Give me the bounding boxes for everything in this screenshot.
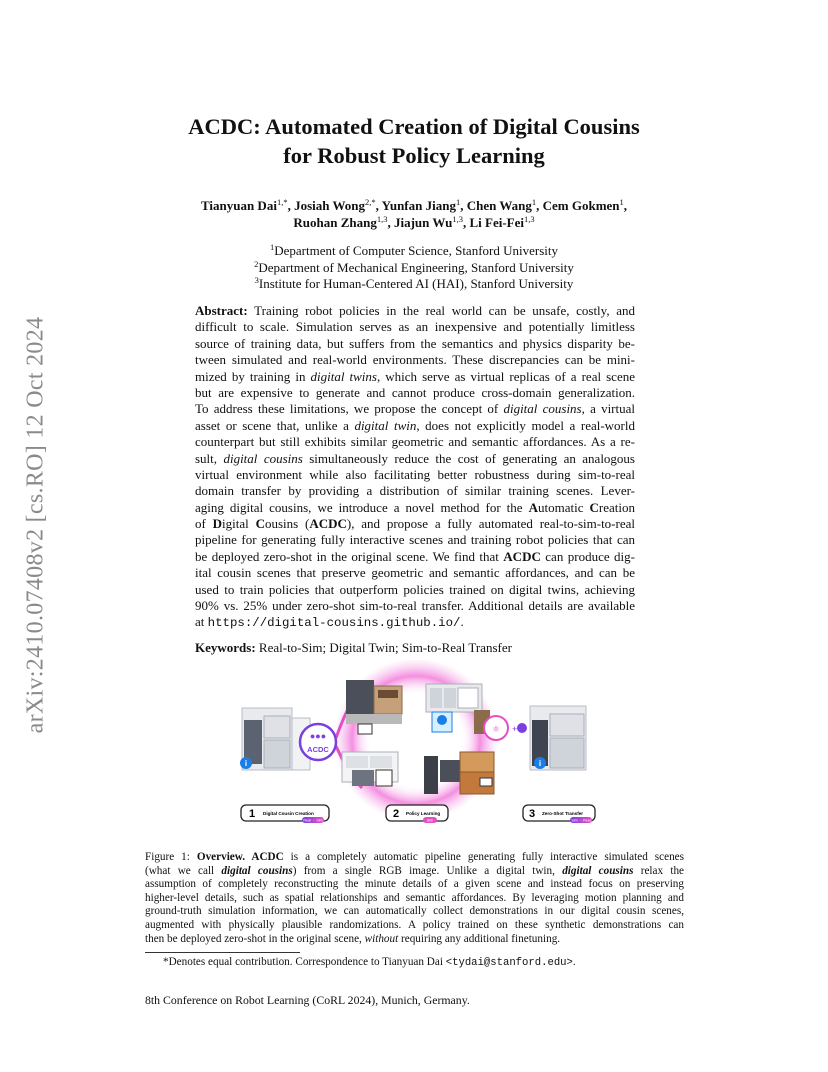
affiliation-sup: 3 bbox=[254, 275, 259, 285]
step-label: Zero-Shot Transfer bbox=[542, 811, 584, 816]
author-sup: 1,3 bbox=[524, 214, 535, 224]
keywords-text: Real-to-Sim; Digital Twin; Sim-to-Real Transfer bbox=[258, 640, 512, 655]
abstract-label: Abstract: bbox=[195, 303, 248, 318]
project-url-link[interactable]: https://digital-cousins.github.io/ bbox=[207, 616, 461, 631]
keywords bbox=[195, 640, 635, 656]
acdc-badge-label: ACDC bbox=[307, 745, 329, 754]
overview-illustration bbox=[234, 660, 596, 825]
paper-title bbox=[0, 112, 828, 170]
step-number: 1 bbox=[249, 808, 256, 820]
author-list: Tianyuan Dai$^{1,*}$, Josiah Wong$^{2,*}$, Yunfan Jiang$^1$, Chen Wang$^1$, Cem Gokmen$^1$, Ruohan Zhang$^{1,3}$, Jiajun Wu$^{1,3}$, Li Fei-Fei$^{1,3}$ bbox=[200, 197, 628, 230]
keywords-label: Keywords: bbox=[195, 640, 256, 655]
affiliation-text: Department of Mechanical Engineering, Stanford University bbox=[258, 259, 574, 275]
svg-text:●●●: ●●● bbox=[309, 731, 327, 741]
author-name: Ruohan Zhang bbox=[293, 215, 377, 230]
author-sup: 1,3 bbox=[452, 214, 463, 224]
step-pill-3 bbox=[523, 805, 595, 823]
acdc-badge bbox=[300, 724, 336, 760]
affiliations bbox=[150, 243, 678, 293]
footnote bbox=[163, 956, 576, 969]
step-tag: Real → Sim bbox=[303, 818, 323, 823]
svg-text:+: + bbox=[512, 724, 518, 734]
author-sup: 1,* bbox=[276, 197, 288, 207]
conference-note: 8th Conference on Robot Learning (CoRL 2024), Munich, Germany. bbox=[145, 993, 470, 1007]
affiliation-item bbox=[150, 260, 678, 277]
step-number: 3 bbox=[529, 808, 536, 820]
footnote-rule bbox=[145, 952, 300, 953]
svg-text:i: i bbox=[538, 759, 542, 768]
author-name: Chen Wang bbox=[466, 198, 532, 213]
author-sup: 1 bbox=[531, 197, 537, 207]
step-tag: Sim bbox=[426, 818, 434, 823]
step-label: Policy Learning bbox=[406, 811, 441, 816]
digital-cousin-scene-3 bbox=[342, 752, 398, 786]
affiliation-sup: 2 bbox=[254, 258, 259, 269]
author-name: Cem Gokmen bbox=[542, 198, 620, 213]
affiliation-text: Department of Computer Science, Stanford University bbox=[274, 243, 558, 258]
affiliation-sup: 1 bbox=[269, 242, 275, 252]
author-name: Yunfan Jiang bbox=[381, 198, 456, 213]
author-name: Josiah Wong bbox=[294, 198, 365, 213]
step-number: 2 bbox=[393, 808, 400, 820]
author-sup: 2,* bbox=[365, 197, 376, 207]
overview-figure bbox=[234, 660, 596, 825]
author-sup: 1,3 bbox=[376, 214, 388, 224]
caption-label: Figure 1: bbox=[145, 851, 190, 863]
correspondence-email[interactable]: <tydai@stanford.edu> bbox=[445, 957, 573, 969]
abstract: Abstract: Training robot policies in the real world can be unsafe, costly, and difficult to scale. Simulation serves as an inexpensive and potentially limitless source of training data, but suffers from the semantics and physics disparity be- tween simulated and real-world environments. These discrepancies can be mini- mized by training in digital twins, which serve as virtual replicas of a real scene but are expensive to generate and cannot produce cross-domain generalization. To address these limitations, we propose the concept of digital cousins, a virtual asset or scene that, unlike a digital twin, does not explicitly model a real-world counterpart but still exhibits similar geometric and semantic affordances. As a re- sult, digital cousins simultaneously reduce the cost of generating an analogous virtual environment while also facilitating better robustness during sim-to-real domain transfer by providing a distribution of similar training scenes. Lever- aging digital cousins, we introduce a novel method for the Automatic Creation of Digital Cousins (ACDC), and propose a fully automated real-to-sim-to-real pipeline for generating fully interactive scenes and training robot policies that can be deployed zero-shot in the original scene. We find that ACDC can produce dig- ital cousin scenes that preserve geometric and semantic affordances, and can be used to train policies that outperform policies trained on digital twins, achieving 90% vs. 25% under zero-shot sim-to-real transfer. Additional details are available at https://digital-cousins.github.io/. bbox=[195, 303, 636, 631]
author-name: Li Fei-Fei bbox=[469, 215, 525, 230]
step-pill-2 bbox=[386, 805, 448, 823]
title-line-2: for Robust Policy Learning bbox=[283, 143, 545, 168]
step-label: Digital Cousin Creation bbox=[263, 811, 314, 816]
arxiv-identifier bbox=[22, 290, 50, 760]
footnote-text: *Denotes equal contribution. Correspondence to Tianyuan Dai bbox=[163, 956, 446, 968]
figure-caption: Figure 1: Overview. ACDC is a completely automatic pipeline generating fully interactive simulated scenes (what we call digital cousins) from a single RGB image. Unlike a digital twin, digital cousins relax the assumption of completely reconstructing the minute details of a given scene and instead focus on preserving higher-level details, such as spatial relationships and semantic affordances. By leveraging motion planning and ground-truth simulation information, we can automatically collect demonstrations in our digital cousin scenes, augmented with physically plausible randomizations. A policy trained on these synthetic demonstrations can then be deployed zero-shot in the original scene, without requiring any additional finetuning. bbox=[145, 851, 685, 945]
author-name: Tianyuan Dai bbox=[200, 198, 277, 213]
svg-text:i: i bbox=[244, 759, 248, 768]
footnote-end: . bbox=[572, 956, 576, 968]
author-name: Jiajun Wu bbox=[393, 215, 453, 230]
affiliation-item bbox=[150, 243, 678, 260]
real-scene-right bbox=[530, 706, 586, 770]
affiliation-item bbox=[150, 276, 678, 293]
title-line-1: ACDC: Automated Creation of Digital Cousins bbox=[188, 114, 640, 139]
step-pill-1 bbox=[241, 805, 329, 823]
svg-text:⚛: ⚛ bbox=[491, 724, 501, 734]
arxiv-id-text: arXiv:2410.07408v2 [cs.RO] 12 Oct 2024 bbox=[22, 316, 49, 734]
author-sup: 1 bbox=[619, 197, 624, 207]
affiliation-text: Institute for Human-Centered AI (HAI), Stanford University bbox=[258, 276, 574, 291]
author-sup: 1 bbox=[455, 197, 461, 207]
step-tag: Sim → Real bbox=[571, 818, 591, 823]
